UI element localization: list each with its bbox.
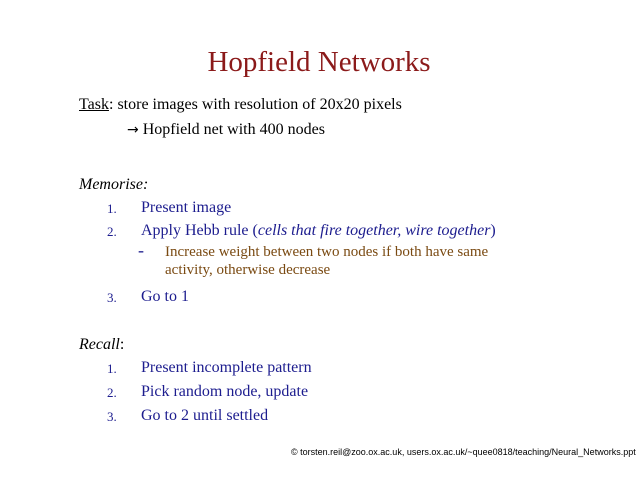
list-item: Present incomplete pattern <box>141 359 312 376</box>
task-arrow-line <box>127 122 325 138</box>
list-item <box>141 223 496 239</box>
right-arrow-icon: → <box>127 122 139 138</box>
list-number: 1. <box>107 361 117 376</box>
memorise-heading: Memorise: <box>79 176 149 193</box>
recall-heading-colon: : <box>119 336 125 353</box>
recall-heading-text: Recall <box>79 336 120 353</box>
list-number: 3. <box>107 409 117 424</box>
hebb-rule-text: Apply Hebb rule ( <box>141 222 258 239</box>
list-item: Go to 2 until settled <box>141 407 269 424</box>
task-arrow-text: Hopfield net with 400 nodes <box>142 121 325 138</box>
list-number: 1. <box>107 201 117 216</box>
sub-bullet-line: Increase weight between two nodes if both have same <box>165 244 489 260</box>
task-line <box>79 97 402 113</box>
task-text: store images with resolution of 20x20 pixels <box>117 96 402 113</box>
slide-title: Hopfield Networks <box>207 46 431 78</box>
list-item: Pick random node, update <box>141 383 309 400</box>
task-separator: : <box>108 96 118 113</box>
list-number: 2. <box>107 224 117 239</box>
list-number: 3. <box>107 290 117 305</box>
sub-bullet-dash: - <box>138 240 144 260</box>
list-number: 2. <box>107 385 117 400</box>
list-item: Go to 1 <box>141 288 189 305</box>
footer-attribution: © torsten.reil@zoo.ox.ac.uk, users.ox.ac.uk/~quee0818/teaching/Neural_Networks.ppt <box>291 447 636 457</box>
list-item: Present image <box>141 199 232 216</box>
hebb-rule-italic: cells that fire together, wire together <box>257 222 491 239</box>
hebb-rule-close: ) <box>490 222 496 239</box>
task-label: Task <box>79 96 109 113</box>
recall-heading <box>79 337 124 353</box>
sub-bullet-line: activity, otherwise decrease <box>165 262 331 278</box>
